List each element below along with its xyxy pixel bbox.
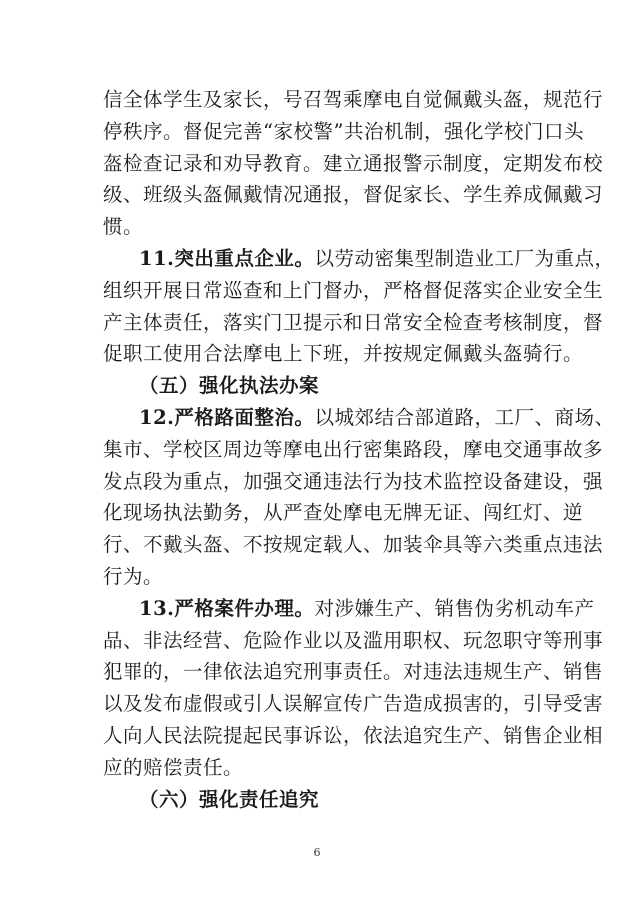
section-heading: （五）强化执法办案 bbox=[139, 374, 320, 398]
body-line: 化现场执法勤务，从严查处摩电无牌无证、闯红灯、逆 bbox=[103, 501, 584, 525]
item-lead: 11.突出重点企业。 bbox=[139, 247, 315, 270]
section-heading: （六）强化责任追究 bbox=[139, 787, 320, 811]
body-line: 人向人民法院提起民事诉讼，依法追究生产、销售企业相 bbox=[103, 724, 604, 747]
body-line: 盔检查记录和劝导教育。建立通报警示制度，定期发布校 bbox=[103, 151, 604, 175]
item-lead: 13.严格案件办理。 bbox=[139, 596, 315, 620]
body-line: 产主体责任，落实门卫提示和日常安全检查考核制度，督 bbox=[103, 310, 604, 334]
body-line: 集市、学校区周边等摩电出行密集路段，摩电交通事故多 bbox=[103, 437, 604, 461]
body-line: 发点段为重点，加强交通违法行为技术监控设备建设，强 bbox=[103, 469, 604, 493]
item-text: 以劳动密集型制造业工厂为重点， bbox=[314, 247, 615, 270]
body-line: 行、不戴头盔、不按规定载人、加装伞具等六类重点违法 bbox=[103, 533, 604, 557]
body-line: 惯。 bbox=[103, 215, 144, 239]
body-line: 组织开展日常巡查和上门督办，严格督促落实企业安全生 bbox=[103, 278, 604, 302]
body-line: 信全体学生及家长，号召驾乘摩电自觉佩戴头盔，规范行 bbox=[103, 88, 604, 111]
item-lead: 12.严格路面整治。 bbox=[139, 406, 315, 429]
body-line: 品、非法经营、危险作业以及滥用职权、玩忽职守等刑事 bbox=[103, 628, 604, 652]
paragraph-first-line bbox=[139, 596, 595, 621]
body-line: 犯罪的，一律依法追究刑事责任。对违法违规生产、销售 bbox=[103, 660, 604, 684]
page-number: 6 bbox=[313, 846, 321, 859]
paragraph-first-line bbox=[139, 406, 615, 430]
body-line: 应的赔偿责任。 bbox=[103, 755, 244, 779]
body-line: 行为。 bbox=[103, 565, 164, 588]
paragraph-first-line bbox=[139, 247, 615, 271]
body-line: 促职工使用合法摩电上下班，并按规定佩戴头盔骑行。 bbox=[103, 342, 584, 366]
body-line: 级、班级头盔佩戴情况通报，督促家长、学生养成佩戴习 bbox=[103, 183, 604, 207]
item-text: 以城郊结合部道路，工厂、商场、 bbox=[314, 406, 615, 429]
body-line: 停秩序。督促完善“家校警”共治机制，强化学校门口头 bbox=[103, 119, 584, 143]
item-text: 对涉嫌生产、销售伪劣机动车产 bbox=[314, 596, 595, 620]
body-line: 以及发布虚假或引人误解宣传广告造成损害的，引导受害 bbox=[103, 692, 604, 716]
